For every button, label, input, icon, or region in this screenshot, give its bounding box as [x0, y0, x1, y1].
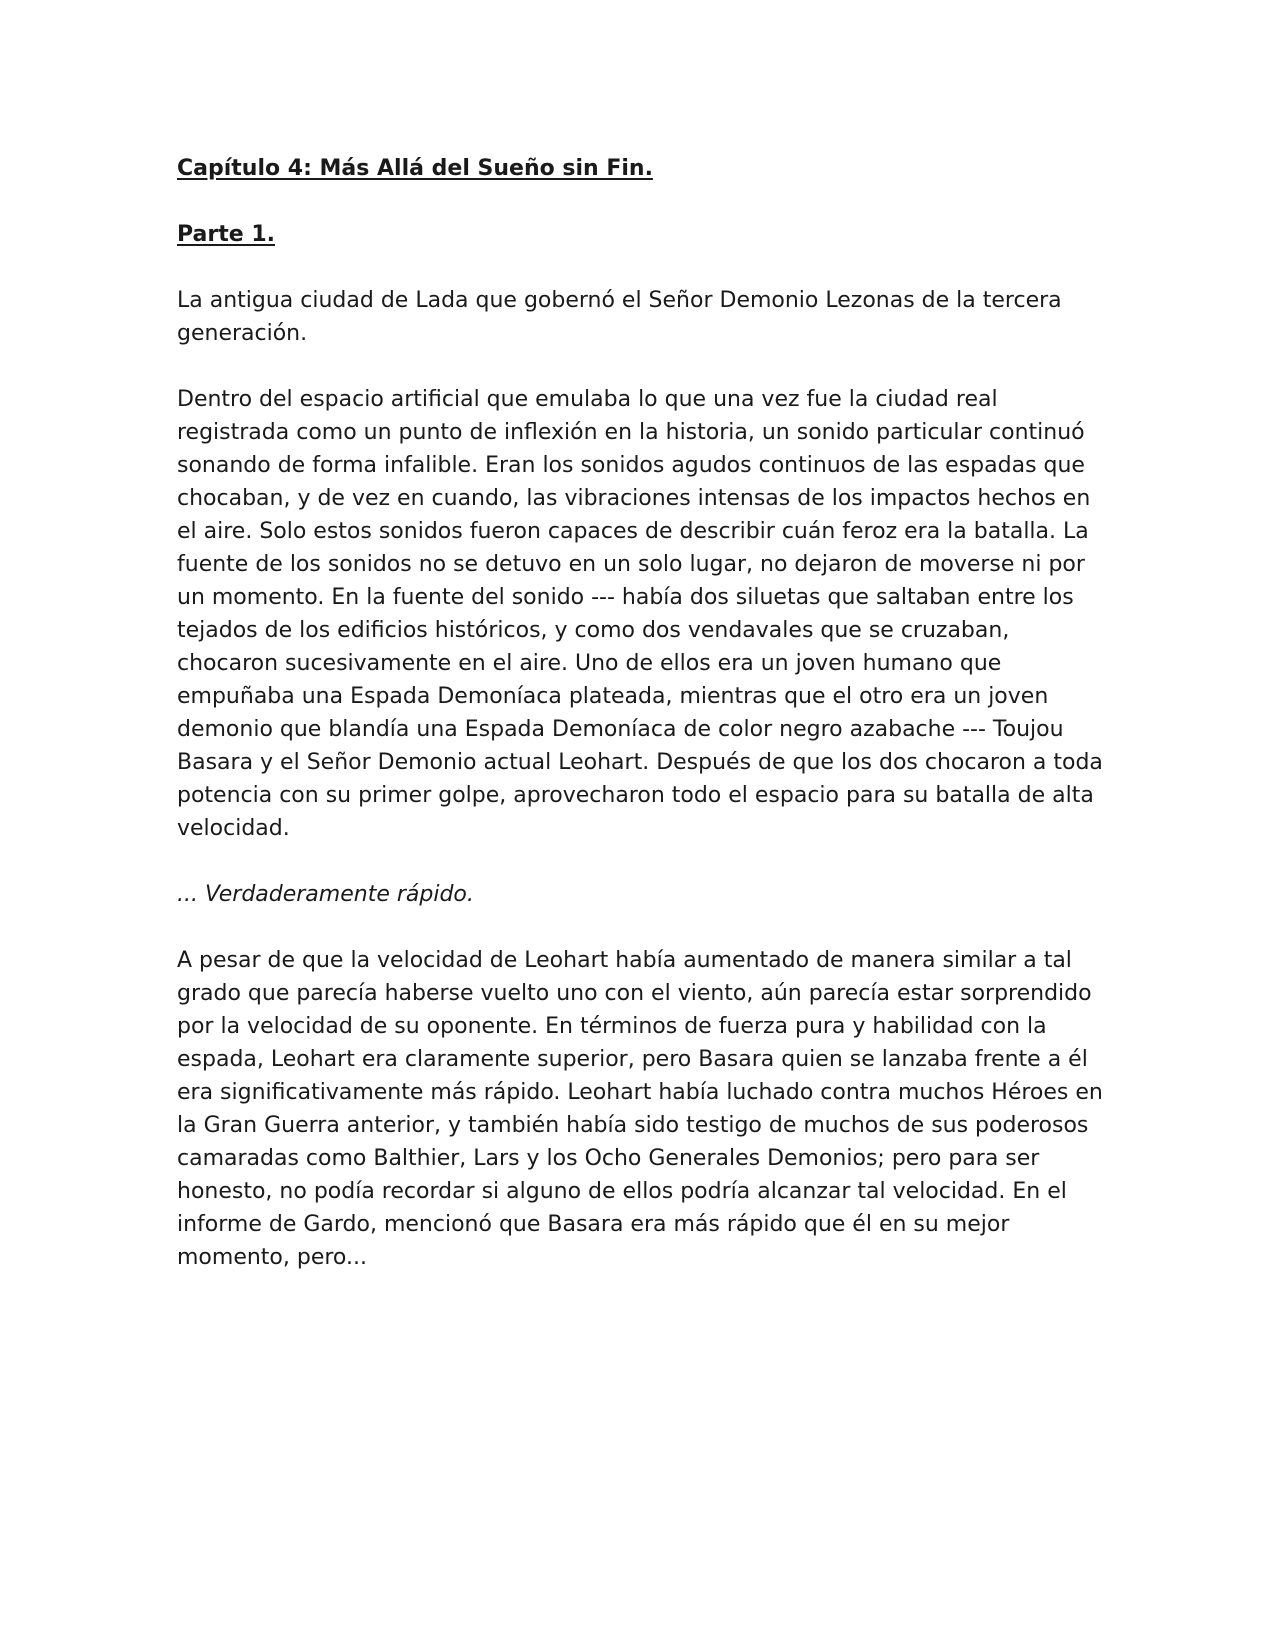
- paragraph-thought: ... Verdaderamente rápido.: [177, 882, 474, 907]
- paragraph-battle: Dentro del espacio artificial que emulaba lo que una vez fue la ciudad real registrada como un punto de inflexión en la historia, un sonido particular continuó sonando de forma infalible. Eran los sonidos agudos continuos de las espadas que chocaban, y de vez en cuando, las vibraciones intensas de los impactos hechos en el aire. Solo estos sonidos fueron capaces de describir cuán feroz era la batalla. La fuente de los sonidos no se detuvo en un solo lugar, no dejaron de moverse ni por un momento. En la fuente del sonido --- había dos siluetas que saltaban entre los tejados de los edificios históricos, y como dos vendavales que se cruzaban, chocaron sucesivamente en el aire. Uno de ellos era un joven humano que empuñaba una Espada Demoníaca plateada, mientras que el otro era un joven demonio que blandía una Espada Demoníaca de color negro azabache --- Toujou Basara y el Señor Demonio actual Leohart. Después de que los dos chocaron a toda potencia con su primer golpe, aprovecharon todo el espacio para su batalla de alta velocidad.: [177, 387, 1103, 841]
- chapter-title: Capítulo 4: Más Allá del Sueño sin Fin.: [177, 156, 653, 181]
- part-title: Parte 1.: [177, 222, 275, 247]
- paragraph-leohart: A pesar de que la velocidad de Leohart había aumentado de manera similar a tal grado que parecía haberse vuelto uno con el viento, aún parecía estar sorprendido por la velocidad de su oponente. En términos de fuerza pura y habilidad con la espada, Leohart era claramente superior, pero Basara quien se lanzaba frente a él era significativamente más rápido. Leohart había luchado contra muchos Héroes en la Gran Guerra anterior, y también había sido testigo de muchos de sus poderosos camaradas como Balthier, Lars y los Ocho Generales Demonios; pero para ser honesto, no podía recordar si alguno de ellos podría alcanzar tal velocidad. En el informe de Gardo, mencionó que Basara era más rápido que él en su mejor momento, pero...: [177, 948, 1103, 1270]
- document-page: [177, 152, 1103, 1307]
- paragraph-intro: La antigua ciudad de Lada que gobernó el Señor Demonio Lezonas de la tercera generación.: [177, 288, 1062, 346]
